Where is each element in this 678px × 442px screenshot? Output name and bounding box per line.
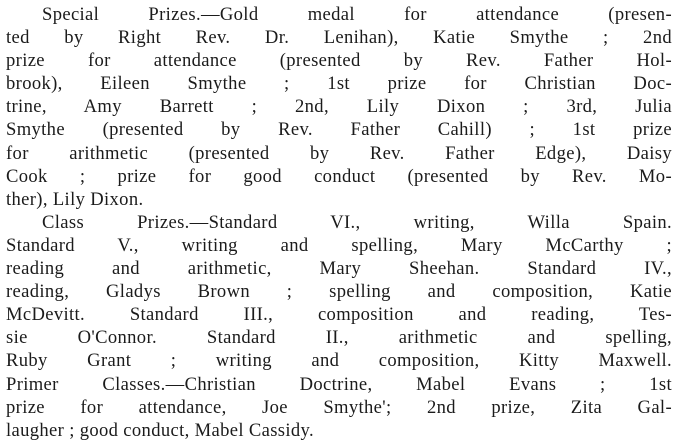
text-line: Ruby Grant ; writing and composition, Kitty Maxwell. <box>6 350 672 372</box>
text-line: Cook ; prize for good conduct (presented by Rev. Mo- <box>6 165 672 187</box>
text-line: for arithmetic (presented by Rev. Father Edge), Daisy <box>6 142 672 164</box>
text-line: Smythe (presented by Rev. Father Cahill) ; 1st prize <box>6 119 672 141</box>
text-line: laugher ; good conduct, Mabel Cassidy. <box>6 419 314 441</box>
text-line: sie O'Connor. Standard II., arithmetic and spelling, <box>6 327 672 349</box>
text-line: brook), Eileen Smythe ; 1st prize for Christian Doc- <box>6 73 672 95</box>
text-line: reading, Gladys Brown ; spelling and composition, Katie <box>6 281 672 303</box>
text-line: trine, Amy Barrett ; 2nd, Lily Dixon ; 3rd, Julia <box>6 96 672 118</box>
text-line: Class Prizes.—Standard VI., writing, Willa Spain. <box>42 211 672 233</box>
special-prizes-paragraph <box>6 3 672 211</box>
text-line: prize for attendance (presented by Rev. Father Hol- <box>6 50 672 72</box>
text-line: McDevitt. Standard III., composition and reading, Tes- <box>6 304 672 326</box>
text-line: reading and arithmetic, Mary Sheehan. Standard IV., <box>6 258 672 280</box>
text-line: Primer Classes.—Christian Doctrine, Mabel Evans ; 1st <box>6 373 672 395</box>
article-column <box>6 3 672 442</box>
text-line: Standard V., writing and spelling, Mary McCarthy ; <box>6 234 672 256</box>
text-line: Special Prizes.—Gold medal for attendance (presen- <box>42 4 672 25</box>
text-line: prize for attendance, Joe Smythe'; 2nd prize, Zita Gal- <box>6 396 672 418</box>
class-prizes-paragraph <box>6 211 672 442</box>
text-line: ted by Right Rev. Dr. Lenihan), Katie Smythe ; 2nd <box>6 27 672 49</box>
text-line: ther), Lily Dixon. <box>6 188 144 210</box>
